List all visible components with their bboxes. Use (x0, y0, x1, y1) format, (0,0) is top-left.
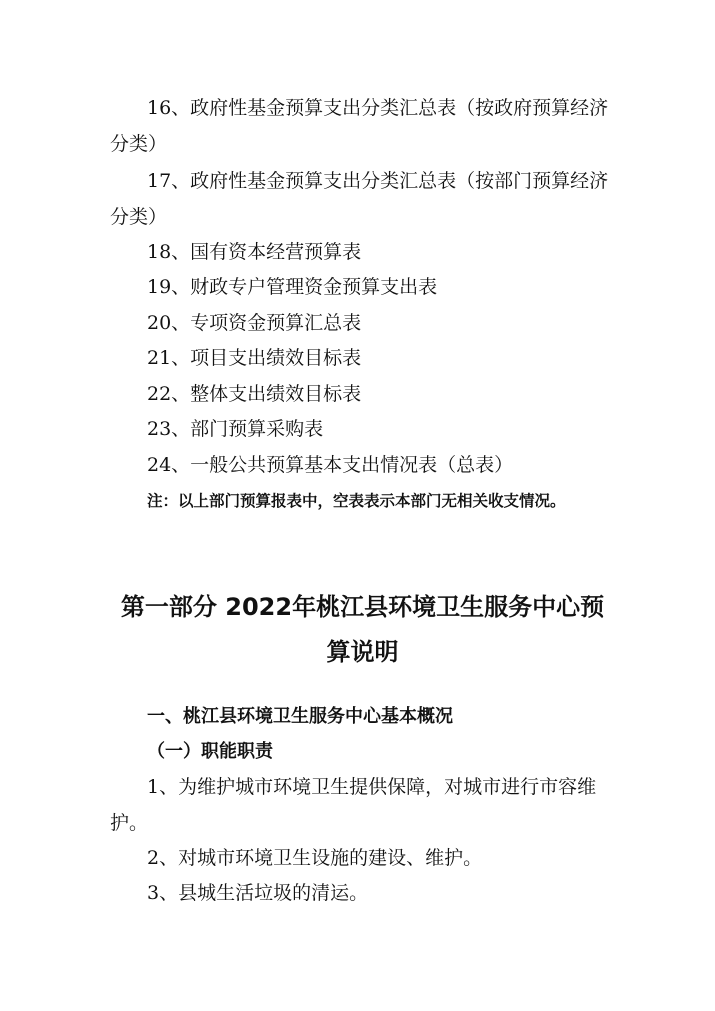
table-note: 注：以上部门预算报表中，空表表示本部门无相关收支情况。 (147, 492, 566, 510)
duty-item-3: 3、县城生活垃圾的清运。 (147, 882, 369, 904)
section-heading: 一、桃江县环境卫生服务中心基本概况 (147, 706, 453, 727)
list-item-20: 20、专项资金预算汇总表 (147, 312, 362, 334)
list-item-24: 24、一般公共预算基本支出情况表（总表） (147, 454, 514, 476)
list-item-21: 21、项目支出绩效目标表 (147, 347, 362, 369)
list-item-16: 16、政府性基金预算支出分类汇总表（按政府预算经济分类） (110, 97, 609, 155)
list-item-17: 17、政府性基金预算支出分类汇总表（按部门预算经济分类） (110, 170, 609, 228)
duty-item-2: 2、对城市环境卫生设施的建设、维护。 (147, 847, 483, 869)
subsection-heading: （一）职能职责 (147, 741, 273, 762)
duty-item-1: 1、为维护城市环境卫生提供保障，对城市进行市容维护。 (110, 776, 597, 834)
part-title: 第一部分 2022年桃江县环境卫生服务中心预算说明 (120, 593, 605, 666)
list-item-23: 23、部门预算采购表 (147, 418, 324, 440)
list-item-22: 22、整体支出绩效目标表 (147, 383, 362, 405)
list-item-18: 18、国有资本经营预算表 (147, 241, 362, 263)
list-item-19: 19、财政专户管理资金预算支出表 (147, 276, 438, 298)
